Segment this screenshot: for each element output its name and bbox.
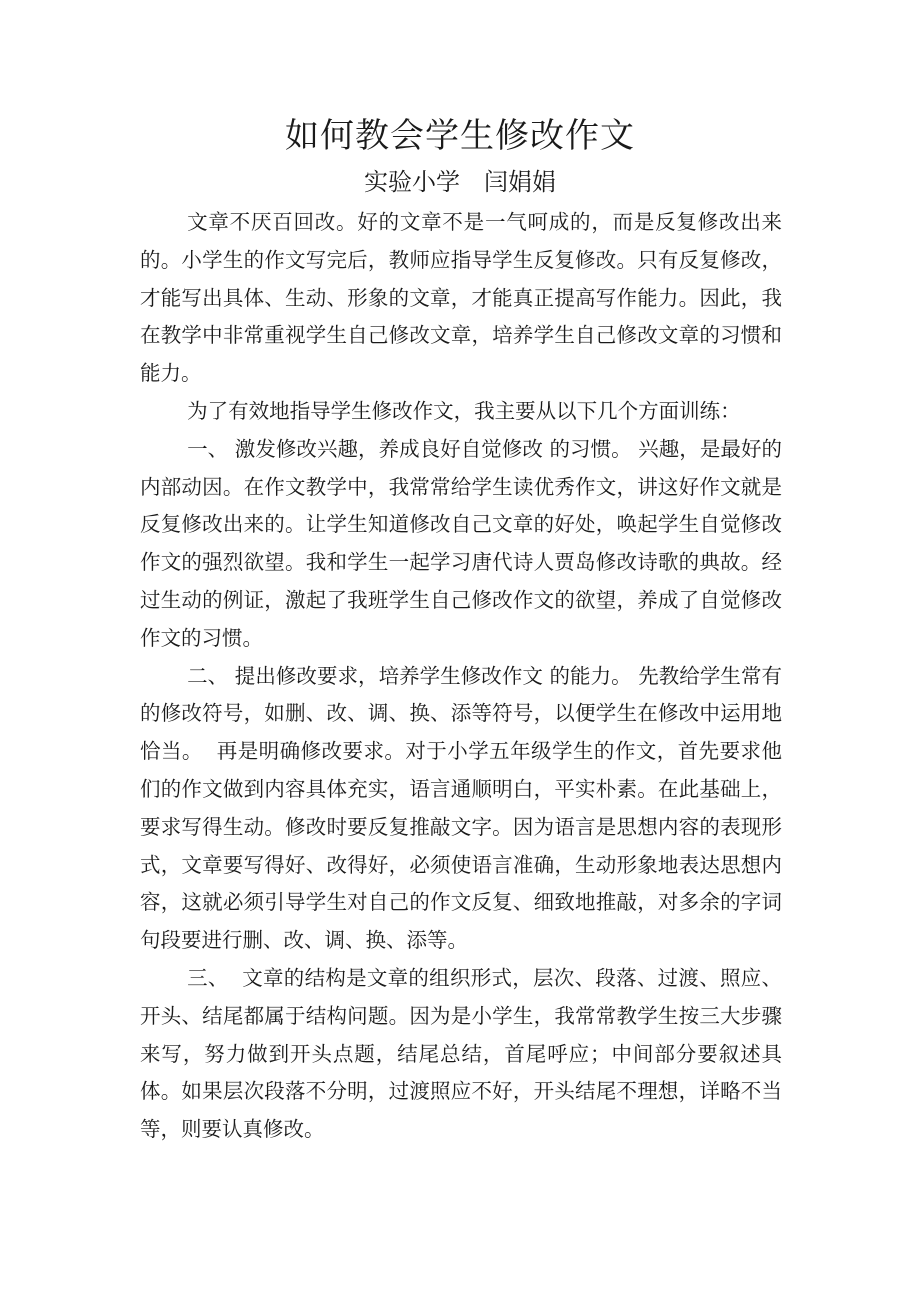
body-paragraph: 文章不厌百回改。好的文章不是一气呵成的，而是反复修改出来的。小学生的作文写完后，教师应指导学生反复修改。只有反复修改，才能写出具体、生动、形象的文章，才能真正提高写作能力。因此，我在教学中非常重视学生自己修改文章，培养学生自己修改文章的习惯和能力。 — [140, 210, 782, 386]
document-title: 如何教会学生修改作文 — [285, 116, 635, 156]
body-paragraph: 三、 文章的结构是文章的组织形式，层次、段落、过渡、照应、开头、结尾都属于结构问题。因为是小学生，我常常教学生按三大步骤来写，努力做到开头点题，结尾总结，首尾呼应；中间部分要叙述具体。如果层次段落不分明，过渡照应不好，开头结尾不理想，详略不当等，则要认真修改。 — [140, 965, 782, 1142]
document-body — [140, 204, 782, 1149]
document-author: 实验小学 闫娟娟 — [364, 168, 556, 196]
body-paragraph: 为了有效地指导学生修改作文，我主要从以下几个方面训练： — [187, 398, 741, 423]
body-paragraph: 一、 激发修改兴趣，养成良好自觉修改 的习惯。 兴趣，是最好的内部动因。在作文教学中，我常常给学生读优秀作文，讲这好作文就是反复修改出来的。让学生知道修改自己文章的好处，唤起学生自觉修改作文的强烈欲望。我和学生一起学习唐代诗人贾岛修改诗歌的典故。经过生动的例证，激起了我班学生自己修改作文的欲望，养成了自觉修改作文的习惯。 — [140, 436, 782, 650]
body-paragraph: 二、 提出修改要求，培养学生修改作文 的能力。 先教给学生常有的修改符号，如删、改、调、换、添等符号，以便学生在修改中运用地恰当。 再是明确修改要求。对于小学五年级学生的作文，首先要求他们的作文做到内容具体充实，语言通顺明白，平实朴素。在此基础上，要求写得生动。修改时要反复推敲文字。因为语言是思想内容的表现形式，文章要写得好、改得好，必须使语言准确，生动形象地表达思想内容，这就必须引导学生对自己的作文反复、细致地推敲，对多余的字词句段要进行删、改、调、换、添等。 — [140, 663, 782, 953]
